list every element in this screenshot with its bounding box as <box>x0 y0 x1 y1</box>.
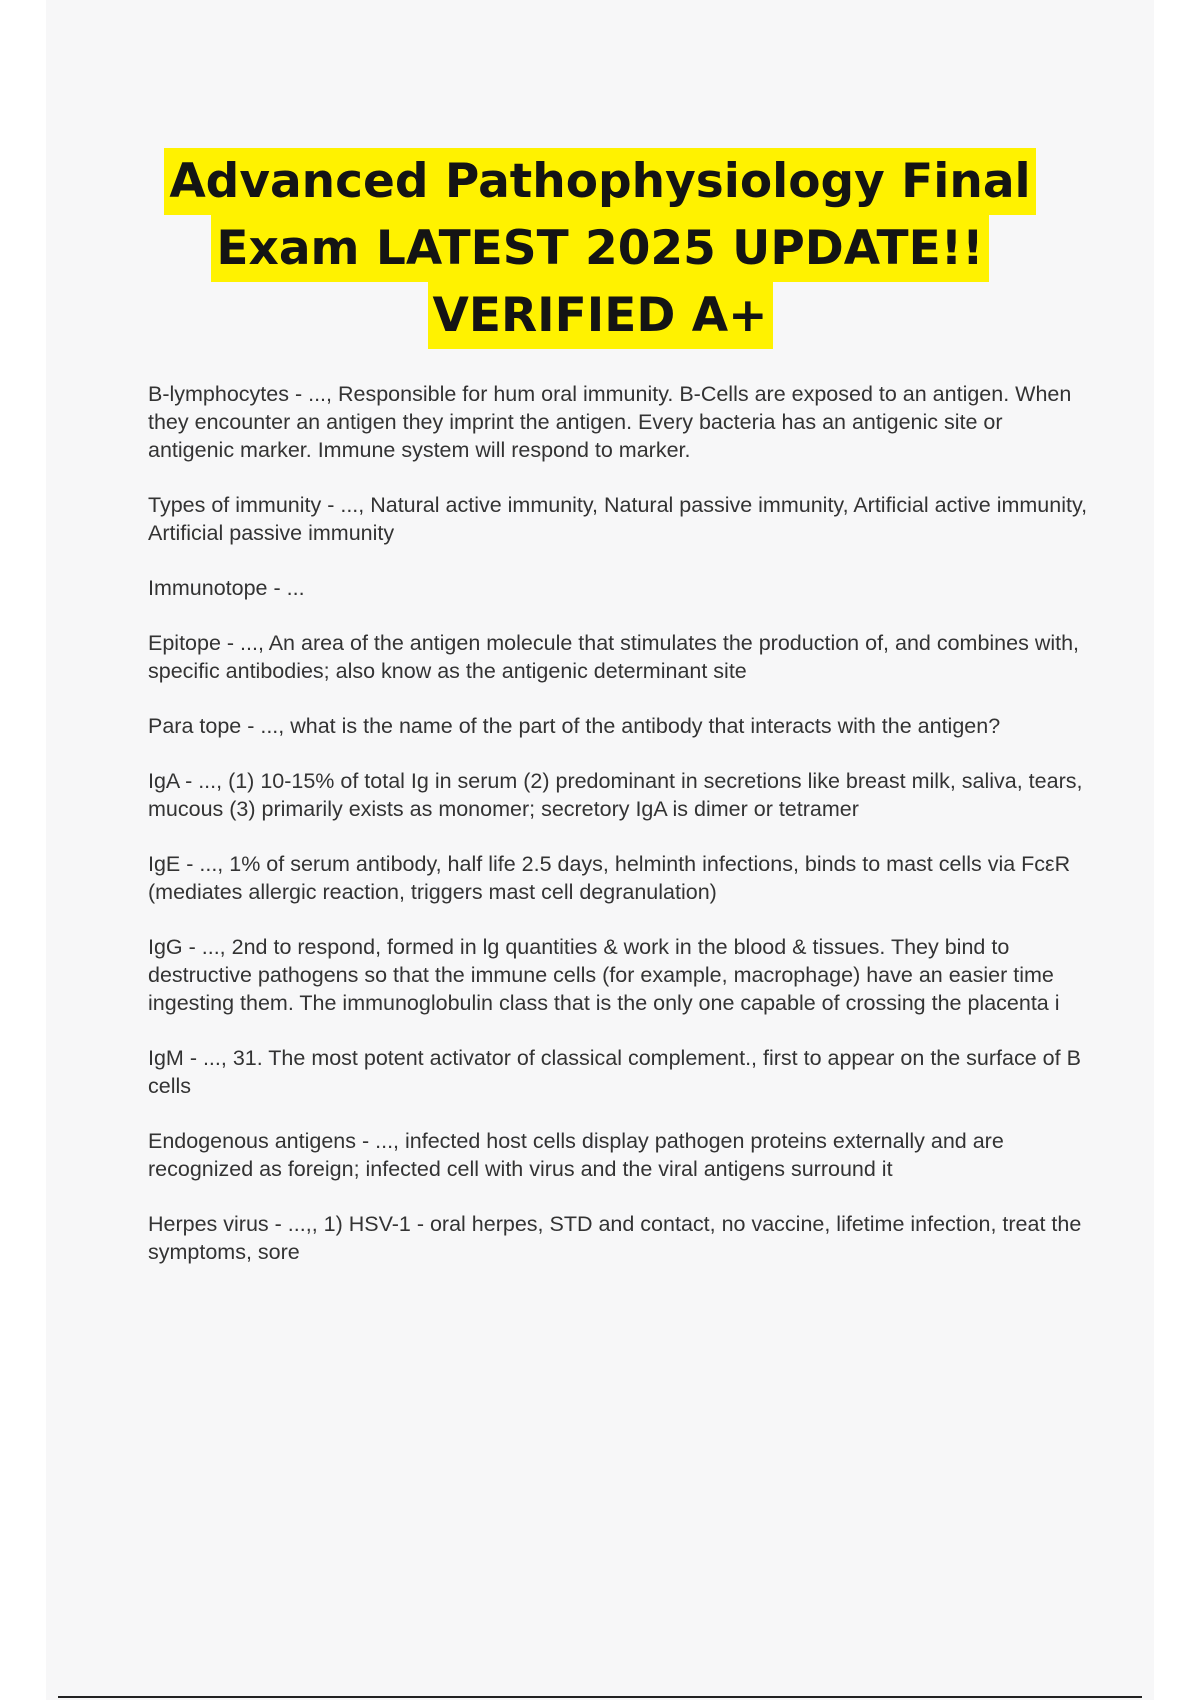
title-line-2: Exam LATEST 2025 UPDATE!! <box>211 215 988 282</box>
definition: ..., 1% of serum antibody, half life 2.5 days, helminth infections, binds to mast cells via FcεR (mediates allergic reaction, triggers mast cell degranulation) <box>148 852 1071 904</box>
page-bottom-rule <box>58 1696 1142 1698</box>
definition: ..., 31. The most potent activator of classical complement., first to appear on the surface of B cells <box>148 1046 1081 1098</box>
term-separator: - <box>241 714 261 738</box>
term-separator: - <box>182 935 202 959</box>
definition: ..., Natural active immunity, Natural passive immunity, Artificial active immunity, Artificial passive immunity <box>148 493 1088 545</box>
term-separator: - <box>321 493 341 517</box>
term: IgM <box>148 1046 184 1070</box>
flashcard-item-b-lymphocytes <box>148 380 1088 464</box>
flashcard-item-igm <box>148 1044 1088 1100</box>
flashcard-item-types-of-immunity <box>148 491 1088 547</box>
term: IgE <box>148 852 181 876</box>
flashcard-item-paratope <box>148 712 1088 740</box>
term: B-lymphocytes <box>148 382 289 406</box>
definition: ..., infected host cells display pathogen proteins externally and are recognized as foreign; infected cell with virus and the viral antigens surround it <box>148 1129 1004 1181</box>
term: Endogenous antigens <box>148 1129 357 1153</box>
term-separator: - <box>267 576 287 600</box>
term: Types of immunity <box>148 493 322 517</box>
term-separator: - <box>289 382 309 406</box>
term-separator: - <box>356 1129 376 1153</box>
term: Para tope <box>148 714 242 738</box>
term: Epitope <box>148 631 221 655</box>
flashcard-item-epitope <box>148 629 1088 685</box>
flashcard-item-iga <box>148 767 1088 823</box>
term: Herpes virus <box>148 1212 269 1236</box>
document-title <box>0 148 1200 349</box>
term: IgG <box>148 935 183 959</box>
flashcard-item-immunotope <box>148 574 1088 602</box>
term-separator: - <box>268 1212 288 1236</box>
definition: ..., what is the name of the part of the antibody that interacts with the antigen? <box>260 714 1001 738</box>
definition: ... <box>286 576 305 600</box>
definition: ...,, 1) HSV-1 - oral herpes, STD and contact, no vaccine, lifetime infection, treat the symptoms, sore <box>148 1212 1082 1264</box>
flashcard-item-igg <box>148 933 1088 1017</box>
title-line-3: VERIFIED A+ <box>428 282 773 349</box>
definition: ..., An area of the antigen molecule that stimulates the production of, and combines with, specific antibodies; also know as the antigenic determinant site <box>148 631 1080 683</box>
flashcard-list <box>148 380 1088 1293</box>
flashcard-item-herpes-virus <box>148 1210 1088 1266</box>
definition: ..., (1) 10-15% of total Ig in serum (2) predominant in secretions like breast milk, saliva, tears, mucous (3) primarily exists as monomer; secretory IgA is dimer or tetramer <box>148 769 1083 821</box>
term-separator: - <box>180 852 200 876</box>
term: IgA <box>148 769 180 793</box>
term-separator: - <box>183 1046 203 1070</box>
title-line-1: Advanced Pathophysiology Final <box>164 148 1035 215</box>
term-separator: - <box>220 631 241 655</box>
term-separator: - <box>179 769 199 793</box>
flashcard-item-endogenous-antigens <box>148 1127 1088 1183</box>
term: Immunotope <box>148 576 268 600</box>
definition: ..., Responsible for hum oral immunity. B-Cells are exposed to an antigen. When they encounter an antigen they imprint the antigen. Every bacteria has an antigenic site or antigenic marker. Immune system will respond to marker. <box>148 382 1072 462</box>
flashcard-item-ige <box>148 850 1088 906</box>
definition: ..., 2nd to respond, formed in lg quantities & work in the blood & tissues. They bind to destructive pathogens so that the immune cells (for example, macrophage) have an easier time ingesting them. The immunoglobulin class that is the only one capable of crossing the placenta i <box>148 935 1060 1015</box>
